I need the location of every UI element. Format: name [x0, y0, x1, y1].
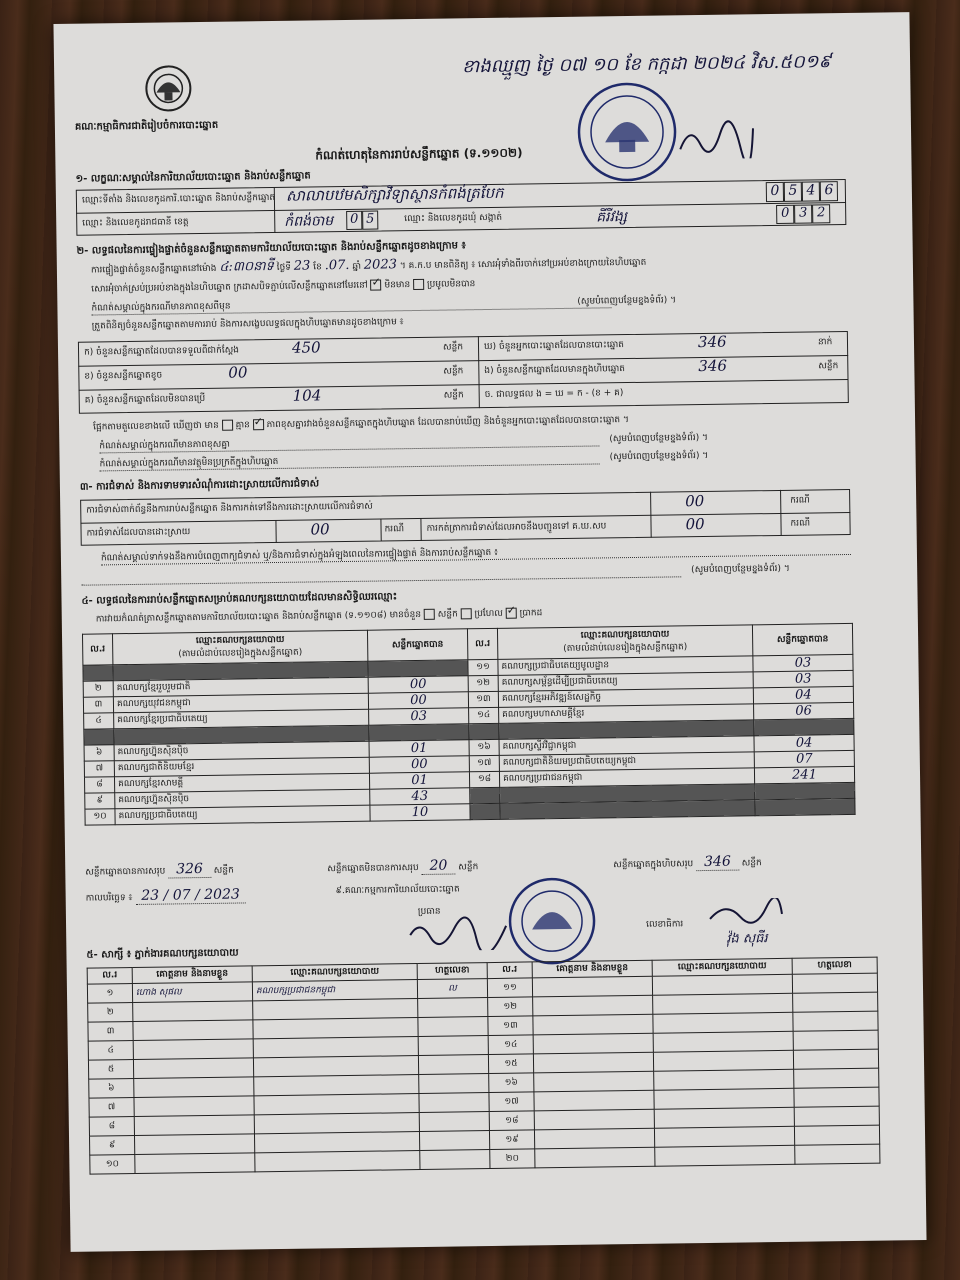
- party-votes: 01: [369, 772, 469, 789]
- witness-name: [534, 1128, 654, 1149]
- party-no: [469, 723, 499, 739]
- witness-signature: [795, 1144, 880, 1164]
- witness-name: [533, 1052, 653, 1073]
- witness-signature: [794, 1087, 879, 1107]
- witness-col-sign-2: ហត្ថលេខា: [792, 957, 877, 974]
- witness-name: [534, 1109, 654, 1130]
- section2-heading: ២- លទ្ធផលនៃការផ្ទៀងផ្ទាត់ចំនួនសន្លឹកឆ្នោតតាមការិយាល័យបោះឆ្នោត និងរាប់សន្លឹកឆ្នោតដូចខាងក្រោម ៖: [76, 240, 466, 257]
- col-no-left: ល.រ: [82, 634, 112, 665]
- handwritten-header-note: ខាងឈ្មួញ ថ្ងៃ ០៧ ១០ ខែ កក្កដា ២០២៤ វិស.៥០១៩: [461, 51, 832, 78]
- witness-signature: [792, 973, 877, 993]
- committee-name: គណៈកម្មាធិការជាតិរៀបចំការបោះឆ្នោត: [74, 119, 219, 133]
- voters-label: ឃ) ចំនួនអ្នកបោះឆ្នោតដែលបានបោះឆ្នោត: [483, 340, 625, 353]
- ballots-in-box-unit: សន្លឹក: [818, 361, 839, 372]
- party-name: គណបក្សយុវជនកម្ពុជា: [113, 693, 368, 713]
- witness-party: [654, 1088, 794, 1109]
- diff-note-2-suffix: (សូមបំពេញបន្ថែមខ្នងទំព័រ) ។: [609, 450, 709, 463]
- witness-party: [253, 1037, 418, 1058]
- witness-party: [253, 1018, 418, 1039]
- secretary-label: លេខាធិការ: [646, 919, 684, 930]
- witness-party: [254, 1132, 419, 1153]
- witness-name: [134, 1115, 254, 1136]
- witness-signature: [419, 1093, 489, 1113]
- witness-name: [135, 1153, 255, 1174]
- checkbox-yes: [222, 420, 233, 431]
- party-no: ៧: [84, 761, 114, 777]
- witness-signature: [418, 1017, 488, 1037]
- party-no: ១៤: [469, 707, 499, 723]
- checkbox-unable: [413, 279, 424, 290]
- lock-check-line: សោរអុំចាក់ស្រប់ប្រអប់ខាងក្នុងនៃហិបឆ្នោត ក្រដាសបិទភ្ជាប់លើសន្លឹកឆ្នោតនៅមែរនៅ ✓ មិនមាន ប្រមូលមិនបាន: [91, 278, 475, 295]
- col-votes-left: សន្លឹកឆ្នោតបាន: [367, 629, 467, 661]
- witness-no: ៧: [89, 1098, 134, 1118]
- location-code: 0 5 4 6: [766, 181, 838, 202]
- party-name: គណបក្សជាតិនិយមខ្មែរ: [114, 757, 369, 777]
- witness-signature: [418, 1036, 488, 1056]
- party-votes: [369, 724, 469, 741]
- witness-col-sign: ហត្ថលេខា: [417, 963, 487, 980]
- witness-no: ១៩: [489, 1130, 534, 1150]
- party-votes: 43: [370, 788, 470, 805]
- witness-no: ២០: [490, 1149, 535, 1169]
- party-votes: 01: [369, 740, 469, 757]
- party-name: គណបក្សហ្វ៊ុនស៊ិនប៉ិច: [114, 741, 369, 761]
- checkbox-no: [253, 419, 264, 430]
- party-no: ១៣: [468, 691, 498, 707]
- unused-unit: សន្លឹក: [443, 390, 464, 401]
- party-name: គណបក្សប្រជាធិបតេយ្យមូលដ្ឋាន: [498, 656, 753, 676]
- forwarded-case-unit: ករណី: [790, 518, 811, 529]
- party-name: [500, 800, 755, 820]
- witness-name: [534, 1090, 654, 1111]
- witness-no: ២: [88, 1003, 133, 1023]
- witness-party: [653, 1031, 793, 1052]
- party-votes: 03: [753, 654, 853, 671]
- witness-col-no: ល.រ: [87, 968, 132, 985]
- province-label: ឈ្មោះ និងលេខកូដរាជធានី ខេត្ត: [82, 217, 189, 229]
- witness-no: ១៧: [489, 1092, 534, 1112]
- witness-no: ៦: [89, 1079, 134, 1099]
- party-no: ១៦: [469, 739, 499, 755]
- objection-count-value: 00: [685, 491, 705, 511]
- received-ballots-label: ក) ចំនួនសន្លឹកឆ្នោតដែលបានទទួលពីជាក់ស្តែង: [83, 345, 240, 358]
- objection-note-suffix: (សូមបំពេញបន្ថែមខ្នងទំព័រ) ។: [691, 563, 790, 576]
- objection-note: កំណត់សម្គាល់ទាក់ទងនឹងការបំពេញពាក្យជំទាស់ ឬ/និងការជំទាស់ក្នុងអំឡុងពេលនៃការផ្ទៀងផ្ទាត់ និងការរាប់សន្លឹកឆ្នោត ៖: [101, 543, 851, 565]
- national-emblem-logo: [142, 62, 195, 115]
- party-votes: 07: [754, 750, 854, 767]
- col-votes-right: សន្លឹកឆ្នោតបាន: [752, 623, 852, 655]
- witness-name: [533, 995, 653, 1016]
- party-name: គណបក្សខ្មែររួបរួមជាតិ: [113, 677, 368, 697]
- party-name: គណបក្សប្រជាធិបតេយ្យ: [115, 805, 370, 825]
- witness-no: ៥: [88, 1060, 133, 1080]
- witness-no: ១២: [488, 997, 533, 1017]
- total-all-row: សន្លឹកឆ្នោតក្នុងហិបសរុប 346 សន្លឹក: [613, 853, 762, 871]
- secretary-signature: [706, 898, 786, 929]
- party-no: ៨: [84, 777, 114, 793]
- witness-no: ៣: [88, 1022, 133, 1042]
- official-round-stamp: [574, 79, 679, 184]
- section5-heading: ៥- សាក្សី ៖ ភ្នាក់ងារគណបក្សនយោបាយ: [86, 947, 239, 961]
- party-name: គណបក្សជាតិនិយមប្រជាធិបតេយ្យកម្ពុជា: [499, 752, 754, 772]
- witness-col-name-2: គោត្តនាម និងនាមខ្លួន: [532, 960, 652, 978]
- witness-col-party-2: ឈ្មោះគណបក្សនយោបាយ: [652, 958, 792, 976]
- witness-name: [134, 1134, 254, 1155]
- received-unit: សន្លឹក: [442, 342, 464, 353]
- witness-party: [253, 999, 418, 1020]
- party-votes: 241: [754, 766, 854, 783]
- party-no: ១២: [468, 675, 498, 691]
- witness-party: [254, 1075, 419, 1096]
- col-no-right: ល.រ: [467, 628, 497, 659]
- objection-count-label: ការជំទាស់ពាក់ព័ន្ធនឹងការរាប់សន្លឹកឆ្នោត និងការកត់ទៅនឹងការដោះស្រាយលើការជំទាស់: [86, 501, 373, 516]
- commune-label: ឈ្មោះ និងលេខកូដឃុំ សង្កាត់: [404, 212, 503, 225]
- party-name: គណបក្សខ្មែរសាមគ្គី: [114, 773, 369, 793]
- witness-signature: [793, 992, 878, 1012]
- record-line: ការវាយកំណត់ត្រាសន្លឹកឆ្នោតតាមការិយាល័យបោះឆ្នោត និងរាប់សន្លឹកឆ្នោត (ទ.១១០៨) មានចំនួន សន្លឹក ប្រហែល ✓ ប្រាកដ: [96, 607, 543, 625]
- witness-signature: [419, 1131, 489, 1151]
- witness-signature: [419, 1112, 489, 1132]
- objection-case-unit: ករណី: [790, 495, 810, 506]
- ballots-in-box-value: 346: [698, 356, 728, 376]
- date-row: កាលបរិច្ឆេទ ៖ 23 / 07 / 2023: [86, 889, 246, 904]
- committee-stamp-bottom: [505, 875, 598, 968]
- witness-no: ៨: [89, 1117, 134, 1137]
- resolved-case-unit: ករណី: [384, 524, 405, 535]
- witness-signature: [419, 1074, 489, 1094]
- diff-note-1-suffix: (សូមបំពេញបន្ថែមខ្នងទំព័រ) ។: [609, 432, 709, 445]
- witness-party: [655, 1145, 795, 1166]
- col-party-right: ឈ្មោះគណបក្សនយោបាយ (តាមលំដាប់លេខរៀងក្នុងសន្លឹកឆ្នោត): [497, 625, 752, 660]
- unused-ballots-value: 104: [292, 386, 322, 405]
- witness-name: ហោង សុផល: [132, 982, 252, 1003]
- total-invalid-row: សន្លឹកឆ្នោតមិនបានការសរុប 20 សន្លឹក: [327, 857, 479, 875]
- spoiled-ballots-value: 00: [228, 363, 248, 382]
- section3-heading: ៣- ការជំទាស់ និងការទាមទារសំណុំការដោះស្រាយលើការជំទាស់: [79, 478, 320, 493]
- voters-unit: នាក់: [817, 337, 833, 348]
- party-votes: 00: [368, 692, 468, 709]
- witness-name: [533, 1014, 653, 1035]
- checkbox-sheet: [424, 609, 435, 620]
- witness-name: [133, 1020, 253, 1041]
- spoiled-ballots-label: ខ) ចំនួនសន្លឹកឆ្នោតខូច: [84, 370, 163, 382]
- forwarded-value: 00: [685, 514, 705, 534]
- witness-party: គណបក្សប្រជាជនកម្ពុជា: [252, 980, 417, 1001]
- witness-party: [652, 974, 792, 995]
- location-value: សាលាបឋមសិក្សាវិទ្យាស្ថានកំពង់ត្របែក: [285, 183, 504, 205]
- witness-col-party: ឈ្មោះគណបក្សនយោបាយ: [252, 964, 417, 982]
- witness-party: [254, 1113, 419, 1134]
- witness-name: [134, 1077, 254, 1098]
- witness-name: [534, 1071, 654, 1092]
- signature-scribble-top: [675, 118, 756, 159]
- witness-name: [533, 1033, 653, 1054]
- section4-heading: ៤- លទ្ធផលនៃការរាប់សន្លឹកឆ្នោតសម្រាប់គណបក្សនយោបាយដែលមានសិទ្ធិឈរឈ្មោះ: [81, 591, 398, 607]
- checkbox-not-present: [371, 279, 382, 290]
- diff-note-1: កំណត់សម្គាល់ក្នុងករណីមានភាពខុសគ្នា: [99, 434, 599, 453]
- party-no: ៣: [83, 697, 113, 713]
- party-results-table: [82, 623, 856, 826]
- party-no: ២: [83, 681, 113, 697]
- difference-note-suffix: (សូមបំពេញបន្ថែមខ្នងទំព័រ) ។: [577, 295, 677, 307]
- party-votes: 10: [370, 804, 470, 821]
- party-votes: [755, 782, 855, 799]
- chair-signature: [406, 914, 516, 952]
- witness-no: ១១: [487, 978, 532, 998]
- party-name: គណបក្សខ្មែរប្រជាធិបតេយ្យ: [114, 709, 369, 729]
- party-no: ៦: [84, 745, 114, 761]
- witness-col-name: គោត្តនាម និងនាមខ្លួន: [132, 966, 252, 984]
- witness-party: [653, 1012, 793, 1033]
- checkbox-approx: [461, 608, 472, 619]
- party-name: គណបក្សប្រជាជនកម្ពុជា: [499, 768, 754, 788]
- chair-label: ប្រធាន: [417, 906, 441, 918]
- witness-no: ១: [87, 984, 132, 1004]
- witness-no: ១០: [90, 1155, 135, 1175]
- witness-name: [133, 1001, 253, 1022]
- witness-name: [133, 1058, 253, 1079]
- party-votes: 06: [754, 702, 854, 719]
- party-votes: 03: [753, 670, 853, 687]
- forwarded-label: ការកត់ត្រាការជំទាស់ដែលអាចនឹងបញ្ជូនទៅ គ.ឃ.សប: [426, 521, 607, 534]
- province-code: 0 5: [346, 211, 378, 230]
- witness-signature: [794, 1106, 879, 1126]
- party-no: [83, 665, 113, 681]
- witness-no: ១៣: [488, 1016, 533, 1036]
- witness-signature: [793, 1011, 878, 1031]
- witness-signature: [793, 1030, 878, 1050]
- witness-no: ១៨: [489, 1111, 534, 1131]
- party-votes: 03: [369, 708, 469, 725]
- verification-line: ការផ្ទៀងផ្ទាត់ចំនួនសន្លឹកឆ្នោតនៅម៉ោង ៤:៣០នាទី ថ្ងៃទី 23 ខែ .07. ឆ្នាំ 2023 ។ គ.ក.ប មានពិនិត្យ ៖ សោរអុំទាំងពីរចាក់នៅប្រអប់ខាងក្រោយនៃហិបឆ្នោត: [90, 257, 647, 276]
- witness-table: [87, 957, 881, 1175]
- witness-no: ៩: [89, 1136, 134, 1156]
- witness-no: ១៦: [489, 1073, 534, 1093]
- party-no: [470, 803, 500, 819]
- witness-party: [654, 1126, 794, 1147]
- province-value: កំពង់ចាម: [284, 213, 334, 230]
- witness-name: [134, 1096, 254, 1117]
- total-valid-row: សន្លឹកឆ្នោតបានការសរុប 326 សន្លឹក: [85, 861, 234, 878]
- witness-col-no-2: ល.រ: [487, 962, 532, 979]
- witness-signature: [794, 1068, 879, 1088]
- party-no: ១១: [468, 659, 498, 675]
- party-no: ១៧: [469, 755, 499, 771]
- party-no: ១៨: [469, 771, 499, 787]
- objection-note-line-2: [81, 565, 681, 585]
- witness-signature: [418, 998, 488, 1018]
- witness-signature: [793, 1049, 878, 1069]
- party-name: គណបក្សមហាសាមគ្គីខ្មែរ: [499, 704, 754, 724]
- difference-note-line: កំណត់សម្គាល់ក្នុងករណីមានភាពខុសពីមុន: [91, 296, 611, 315]
- party-name: គណបក្សស្ទីវវិជ្ជាកម្ពុជា: [499, 736, 754, 756]
- witness-signature: ល: [417, 979, 487, 999]
- col-party-left: ឈ្មោះគណបក្សនយោបាយ (តាមលំដាប់លេខរៀងក្នុងសន្លឹកឆ្នោត): [112, 630, 367, 665]
- commune-value: គីរីវង្ស: [596, 209, 628, 226]
- witness-party: [253, 1056, 418, 1077]
- party-no: ១០: [85, 809, 115, 825]
- witness-no: ៤: [88, 1041, 133, 1061]
- witness-party: [255, 1151, 420, 1172]
- party-votes: 00: [368, 676, 468, 693]
- result-formula: ច. ជាលទ្ធផល ង = ឃ = ក - (ខ + គ): [484, 388, 624, 401]
- party-votes: [755, 798, 855, 815]
- party-name: គណបក្សសម្ព័ន្ធដើម្បីប្រជាធិបតេយ្យ: [498, 672, 753, 692]
- witness-name: [532, 976, 652, 997]
- party-votes: 04: [753, 686, 853, 703]
- witness-party: [653, 993, 793, 1014]
- received-ballots-value: 450: [291, 338, 321, 357]
- witness-signature: [794, 1125, 879, 1145]
- secretary-name: វ៉ុង សុធីរ: [726, 931, 768, 947]
- commune-code: 0 3 2: [776, 204, 830, 224]
- party-name: គណបក្សខ្មែរអភិវឌ្ឍន៍សេដ្ឋកិច្ច: [498, 688, 753, 708]
- resolved-label: ការជំទាស់ដែលបានដោះស្រាយ: [86, 527, 191, 539]
- witness-party: [653, 1050, 793, 1071]
- witness-name: [133, 1039, 253, 1060]
- party-no: ៩: [85, 793, 115, 809]
- witness-name: [535, 1147, 655, 1168]
- party-no: [470, 787, 500, 803]
- witness-no: ១៥: [488, 1054, 533, 1074]
- unused-ballots-label: គ) ចំនួនសន្លឹកឆ្នោតដែលមិនបានប្រើ: [84, 393, 206, 406]
- ballots-in-box-label: ង) ចំនួនសន្លឹកឆ្នោតដែលមានក្នុងហិបឆ្នោត: [484, 364, 626, 377]
- witness-party: [654, 1107, 794, 1128]
- form-title: កំណត់ហេតុនៃការរាប់សន្លឹកឆ្នោត (ទ.១១០២): [315, 145, 523, 163]
- voters-value: 346: [697, 332, 727, 352]
- party-name: គណបក្សហ្វ៊ុនស៊ិនប៉ិច: [115, 789, 370, 809]
- witness-signature: [418, 1055, 488, 1075]
- witness-no: ១៤: [488, 1035, 533, 1055]
- witness-party: [654, 1069, 794, 1090]
- committee-signer: ៩.គណៈកម្មការការិយាល័យបោះឆ្នោត: [335, 884, 460, 897]
- summary-intro: ត្រួតពិនិត្យចំនួនសន្លឹកឆ្នោតតាមការរាប់ និងការសង្ខេបលទ្ធផលក្នុងហិបឆ្នោតមានដូចខាងក្រោម ៖: [91, 317, 404, 332]
- party-no: [84, 729, 114, 745]
- resolved-value: 00: [310, 520, 330, 539]
- witness-signature: [420, 1150, 490, 1170]
- party-votes: [754, 718, 854, 735]
- diff-note-2: កំណត់សម្គាល់ក្នុងករណីមានវត្ថុមិនប្រក្រតីក្នុងហិបឆ្នោត: [100, 452, 600, 471]
- location-label: ឈ្មោះទីតាំង និងលេខកូដការិ.បោះឆ្នោត និងរាប់សន្លឹកឆ្នោត: [81, 192, 276, 206]
- checkbox-exact: [506, 608, 517, 619]
- party-votes: 00: [369, 756, 469, 773]
- section1-heading: ១- លក្ខណៈសម្គាល់នៃការិយាល័យបោះឆ្នោត និងរាប់សន្លឹកឆ្នោត: [75, 170, 311, 185]
- spoiled-unit: សន្លឹក: [443, 366, 464, 377]
- ballot-count-form-paper: [53, 12, 926, 1252]
- party-votes: 04: [754, 734, 854, 751]
- party-no: ៤: [84, 713, 114, 729]
- witness-party: [254, 1094, 419, 1115]
- party-votes: [368, 660, 468, 677]
- comparison-line: ផ្អែកតាមតួលេខខាងលើ ឃើញថា មាន គ្មាន ✓ ភាពខុសគ្នារវាងចំនួនសន្លឹកឆ្នោតក្នុងហិបឆ្នោត ដែលបានរាប់ឃើញ និងចំនួនអ្នកបោះឆ្នោតដែលបានបោះឆ្នោត ។: [93, 414, 629, 433]
